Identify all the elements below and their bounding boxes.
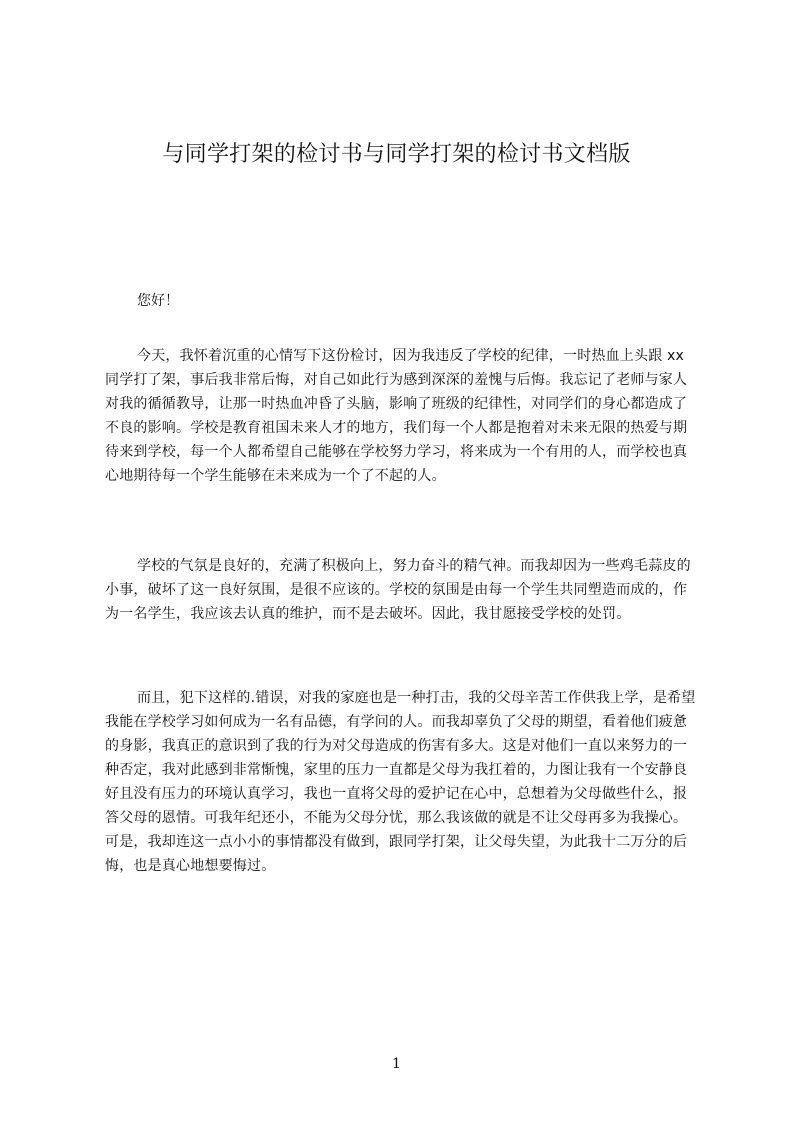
page-number: 1 xyxy=(392,1056,401,1072)
document-title: 与同学打架的检讨书与同学打架的检讨书文档版 xyxy=(162,142,631,167)
body-paragraph: 今天，我怀着沉重的心情写下这份检讨，因为我违反了学校的纪律，一时热血上头跟 xx 同学打了架，事后我非常后悔，对自己如此行为感到深深的羞愧与后悔。我忘记了老师与家人对我的循循教导，让那一时热血冲昏了头脑，影响了班级的纪律性，对同学们的身心都造成了不良的影响。学校是教育祖国未来人才的地方，我们每一个人都是抱着对未来无限的热爱与期待来到学校，每一个人都希望自己能够在学校努力学习，将来成为一个有用的人，而学校也真心地期待每一个学生能够在未来成为一个了不起的人。 xyxy=(105,348,688,484)
greeting-text: 您好！ xyxy=(137,293,179,309)
body-paragraph: 而且，犯下这样的.错误，对我的家庭也是一种打击，我的父母辛苦工作供我上学，是希望我能在学校学习如何成为一名有品德，有学问的人。而我却辜负了父母的期望，看着他们疲惫的身影，我真正的意识到了我的行为对父母造成的伤害有多大。这是对他们一直以来努力的一种否定，我对此感到非常惭愧，家里的压力一直都是父母为我扛着的，力图让我有一个安静良好且没有压力的环境认真学习，我也一直将父母的爱护记在心中，总想着为父母做些什么，报答父母的恩情。可我年纪还小，不能为父母分忧，那么我该做的就是不让父母再多为我操心。可是，我却连这一点小小的事情都没有做到，跟同学打架，让父母失望，为此我十二万分的后悔，也是真心地想要悔过。 xyxy=(105,690,696,874)
body-paragraph: 学校的气氛是良好的，充满了积极向上，努力奋斗的精气神。而我却因为一些鸡毛蒜皮的小事，破坏了这一良好氛围，是很不应该的。学校的氛围是由每一个学生共同塑造而成的，作为一名学生，我应该去认真的维护，而不是去破坏。因此，我甘愿接受学校的处罚。 xyxy=(105,558,691,622)
